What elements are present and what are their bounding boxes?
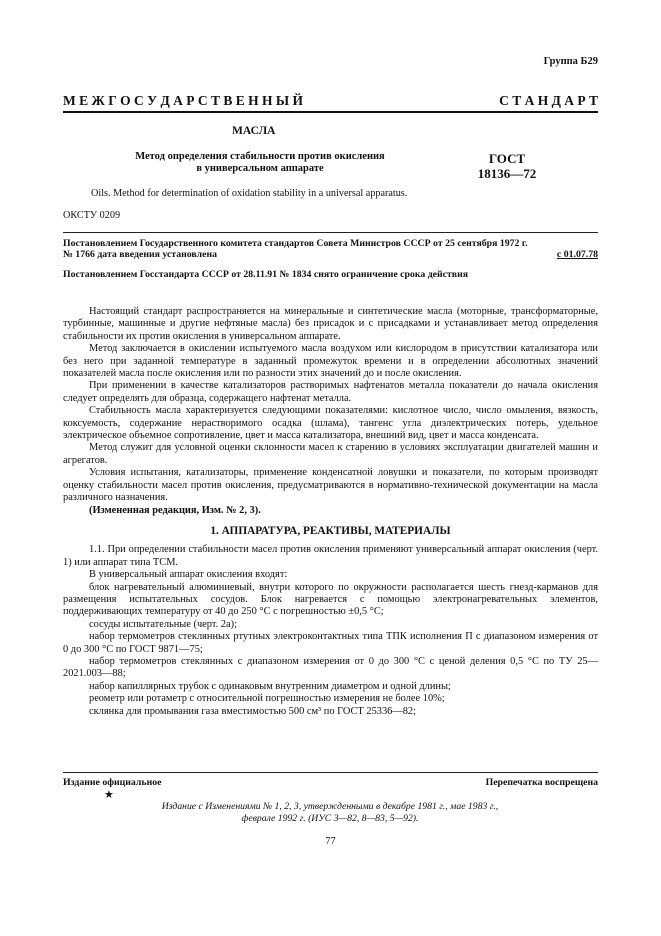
decree-line-3: Постановлением Госстандарта СССР от 28.11.91 № 1834 снято ограничение срока действия: [63, 269, 469, 280]
list-item: склянка для промывания газа вместимостью 500 см³ по ГОСТ 25336—82;: [89, 705, 417, 717]
group-code: Группа Б29: [543, 56, 598, 67]
paragraph: Метод заключается в окислении испытуемого масла воздухом или кислородом в присутствии катализатора или без него при заданной температуре в заданный промежуток времени и в определении абсолютных значений показателей масла после окисления или по разности этих значений до и после окисления.: [63, 343, 598, 380]
list-item: реометр или ротаметр с относительной погрешностью измерения не более 10%;: [89, 693, 445, 705]
english-title: Oils. Method for determination of oxidation stability in a universal apparatus.: [91, 188, 408, 199]
revision-note: (Измененная редакция, Изм. № 2, 3).: [89, 504, 261, 516]
decree-rule: [63, 232, 598, 233]
decree-line-1: Постановлением Государственного комитета стандартов Совета Министров СССР от 25 сентября 1972 г.: [63, 238, 528, 249]
page-number: 77: [325, 836, 336, 847]
decree-block: [63, 238, 598, 260]
gost-code: 18136—72: [477, 166, 537, 181]
paragraph: При применении в качестве катализаторов растворимых нафтенатов металла показатели до начала окисления следует определять для образца, содержащего нафтенат металла.: [63, 380, 598, 404]
subtitle-line-1: Метод определения стабильности против окисления: [135, 151, 385, 162]
okstu-code: ОКСТУ 0209: [63, 210, 121, 221]
reprint-notice: Перепечатка воспрещена: [485, 777, 598, 788]
star-icon: ★: [104, 789, 114, 801]
list-item: набор термометров стеклянных с диапазоном измерения от 0 до 300 °С с ценой деления 0,5 °С по ТУ 25—2021.003—88;: [63, 655, 598, 680]
body-text: [63, 306, 598, 718]
paragraph: В универсальный аппарат окисления входят:: [89, 569, 288, 581]
paragraph: Стабильность масла характеризуется следующими показателями: кислотное число, число омыления, вязкость, коксуемость, содержание нерастворимого осадка (шлама), тангенс угла диэлектрических потерь, удельное электрическое объемное сопротивление, цвет и масса катализатора, внешний вид, цвет и масса конденсата.: [63, 405, 598, 442]
list-item: блок нагревательный алюминиевый, внутри которого по окружности располагается шесть гнезд-карманов для размещения испытательных сосудов. Блок нагревается с помощью электронагревательных элементов, поддерживающих температуру от 40 до 250 °С с погрешностью ±0,5 °С;: [63, 581, 598, 618]
list-item: сосуды испытательные (черт. 2а);: [89, 618, 237, 630]
gost-number: [472, 151, 542, 181]
edition-note: [110, 801, 550, 825]
header-rule: [63, 111, 598, 113]
gost-label: ГОСТ: [488, 151, 526, 166]
subtitle-line-2: в универсальном аппарате: [196, 163, 324, 174]
doc-subtitle: [110, 151, 410, 175]
banner-word-standard: С Т А Н Д А Р Т: [499, 93, 598, 108]
paragraph: Настоящий стандарт распространяется на минеральные и синтетические масла (моторные, трансформаторные, турбинные, машинные и другие нефтяные масла) без присадок и с присадками и устанавливает метод определения стабильности их против окисления в универсальном аппарате.: [63, 306, 598, 342]
footer-rule: [63, 772, 598, 773]
decree-date: с 01.07.78: [556, 249, 598, 260]
edition-note-line-1: Издание с Изменениями № 1, 2, 3, утвержденными в декабре 1981 г., мае 1983 г.,: [161, 801, 499, 812]
official-edition: Издание официальное: [63, 777, 162, 788]
paragraph: 1.1. При определении стабильности масел против окисления применяют универсальный аппарат окисления (черт. 1) или аппарат типа ТСМ.: [63, 544, 598, 568]
paragraph: Метод служит для условной оценки склонности масел к старению в условиях эксплуатации двигателей машин и агрегатов.: [63, 442, 598, 466]
banner-word-interstate: М Е Ж Г О С У Д А Р С Т В Е Н Н Ы Й: [63, 93, 304, 108]
standard-banner: [63, 93, 598, 109]
doc-title: МАСЛА: [232, 125, 276, 137]
decree-line-2: № 1766 дата введения установлена: [63, 249, 217, 260]
paragraph: Условия испытания, катализаторы, применение конденсатной ловушки и показатели, по которым производят оценку стабильности масел против окисления, предусматриваются в нормативно-технической документации на масла различного назначения.: [63, 467, 598, 504]
section-heading: 1. АППАРАТУРА, РЕАКТИВЫ, МАТЕРИАЛЫ: [210, 524, 451, 537]
list-item: набор капиллярных трубок с одинаковым внутренним диаметром и одной длины;: [89, 680, 451, 692]
list-item: набор термометров стеклянных ртутных электроконтактных типа ТПК исполнения П с диапазоном измерения от 0 до 300 °С по ГОСТ 9871—75;: [63, 631, 598, 655]
edition-note-line-2: феврале 1992 г. (ИУС 3—82, 8—83, 5—92).: [241, 813, 419, 824]
